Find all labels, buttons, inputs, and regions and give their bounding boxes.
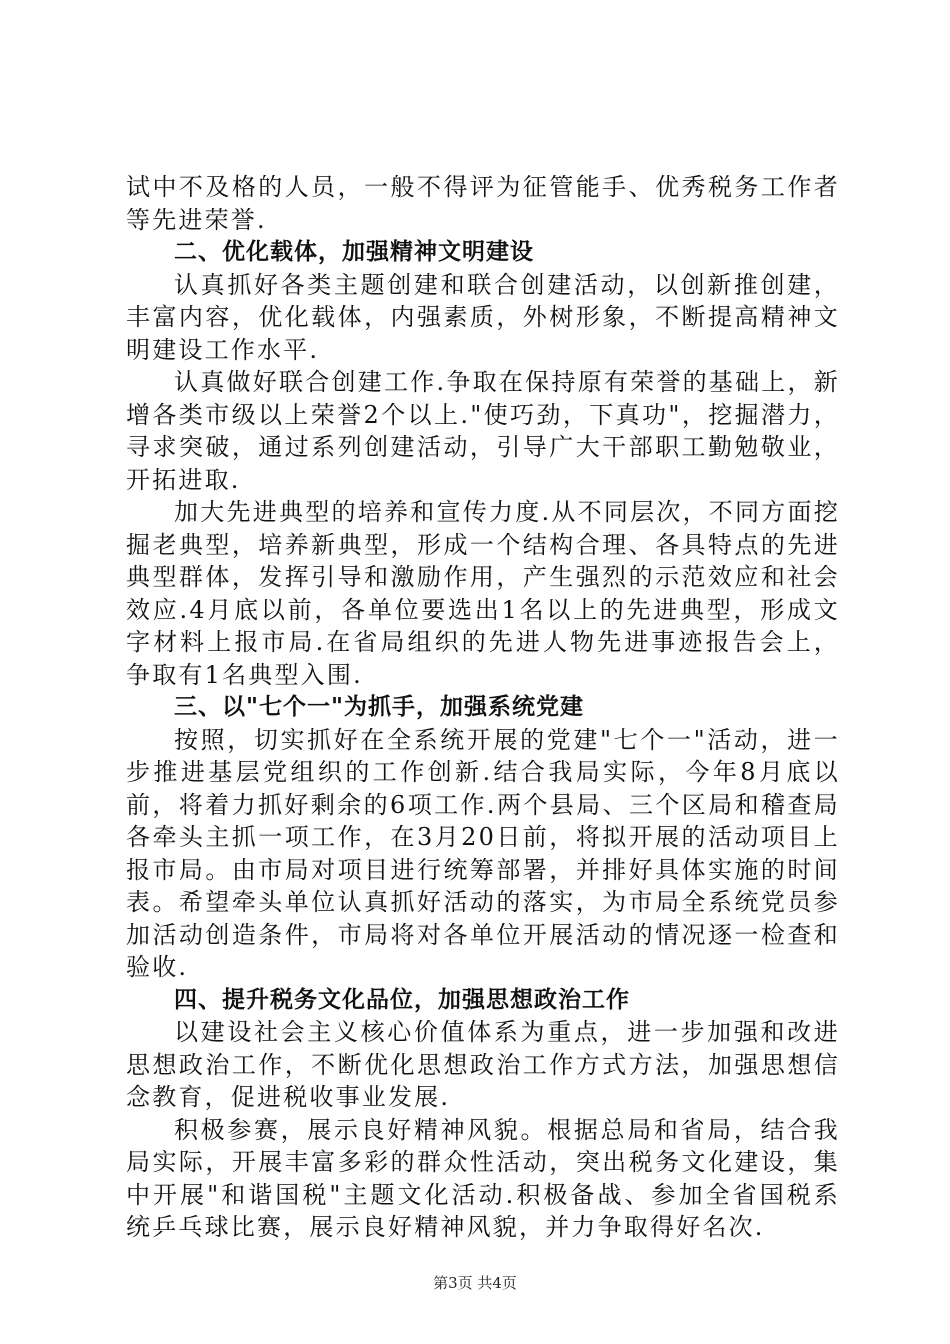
section-heading: 三、以"七个一"为抓手，加强系统党建 [174, 694, 584, 720]
body-paragraph: 以建设社会主义核心价值体系为重点，进一步加强和改进思想政治工作，不断优化思想政治工作方式方法，加强思想信念教育，促进税收事业发展. [126, 1018, 840, 1111]
body-paragraph: 认真抓好各类主题创建和联合创建活动，以创新推创建，丰富内容，优化载体，内强素质，外树形象，不断提高精神文明建设工作水平. [126, 270, 840, 364]
section-heading: 二、优化载体，加强精神文明建设 [174, 239, 534, 265]
page-footer: 第3页 共4页 [433, 1274, 517, 1292]
body-paragraph: 加大先进典型的培养和宣传力度.从不同层次，不同方面挖掘老典型，培养新典型，形成一个结构合理、各具特点的先进典型群体，发挥引导和激励作用，产生强烈的示范效应和社会效应.4月底以前，各单位要选出1名以上的先进典型，形成文字材料上报市局.在省局组织的先进人物先进事迹报告会上，争取有1名典型入围. [126, 498, 840, 689]
body-paragraph: 按照，切实抓好在全系统开展的党建"七个一"活动，进一步推进基层党组织的工作创新.结合我局实际，今年8月底以前，将着力抓好剩余的6项工作.两个县局、三个区局和稽查局各牵头主抓一项工作，在3月20日前，将拟开展的活动项目上报市局。由市局对项目进行统筹部署，并排好具体实施的时间表。希望牵头单位认真抓好活动的落实，为市局全系统党员参加活动创造条件，市局将对各单位开展活动的情况逐一检查和验收. [126, 725, 840, 981]
document-body [126, 171, 840, 1244]
body-paragraph: 积极参赛，展示良好精神风貌。根据总局和省局，结合我局实际，开展丰富多彩的群众性活动，突出税务文化建设，集中开展"和谐国税"主题文化活动.积极备战、参加全省国税系统乒乓球比赛，展示良好精神风貌，并力争取得好名次. [126, 1115, 840, 1241]
body-paragraph: 认真做好联合创建工作.争取在保持原有荣誉的基础上，新增各类市级以上荣誉2个以上."使巧劲，下真功"，挖掘潜力，寻求突破，通过系列创建活动，引导广大干部职工勤勉敬业，开拓进取. [126, 368, 840, 494]
body-paragraph: 试中不及格的人员，一般不得评为征管能手、优秀税务工作者等先进荣誉. [126, 173, 840, 234]
section-heading: 四、提升税务文化品位，加强思想政治工作 [174, 986, 630, 1013]
